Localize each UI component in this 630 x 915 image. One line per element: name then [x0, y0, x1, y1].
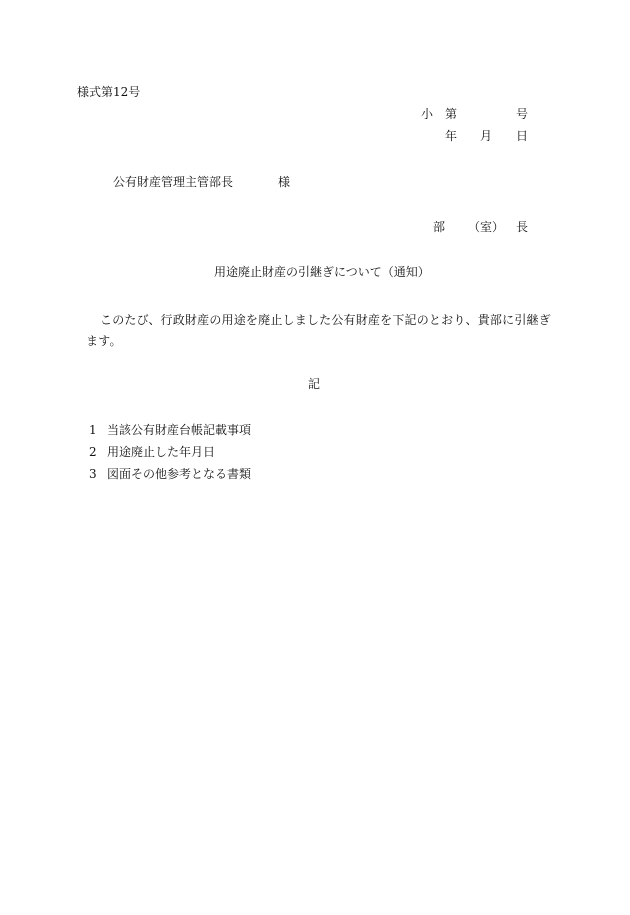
date-month: 月: [480, 129, 493, 143]
sender-chief: 長: [516, 220, 529, 234]
list-item: [89, 424, 251, 436]
ki-heading: 記: [308, 377, 321, 391]
form-number: 様式第12号: [77, 85, 141, 99]
sender-department: 部: [433, 220, 446, 234]
list-item-text: 図面その他参考となる書類: [107, 467, 252, 481]
list-item-number: 1: [89, 423, 97, 437]
reference-prefix: 小: [421, 107, 434, 121]
document-title: 用途廃止財産の引継ぎについて（通知）: [214, 265, 430, 279]
list-item-text: 用途廃止した年月日: [107, 445, 216, 459]
reference-dai: 第: [445, 107, 458, 121]
addressee-title: 公有財産管理主管部長: [113, 175, 234, 189]
list-item: [89, 446, 215, 458]
list-item-number: 2: [89, 445, 97, 459]
date-day: 日: [516, 129, 529, 143]
reference-go: 号: [516, 107, 529, 121]
list-item: [89, 468, 251, 480]
addressee-honorific: 様: [278, 175, 291, 189]
list-item-number: 3: [89, 467, 97, 481]
list-item-text: 当該公有財産台帳記載事項: [107, 423, 252, 437]
body-paragraph: このたび、行政財産の用途を廃止しました公有財産を下記のとおり、貴部に引継ぎます。: [86, 313, 551, 348]
sender-office: （室）: [468, 220, 505, 234]
date-year: 年: [445, 129, 458, 143]
